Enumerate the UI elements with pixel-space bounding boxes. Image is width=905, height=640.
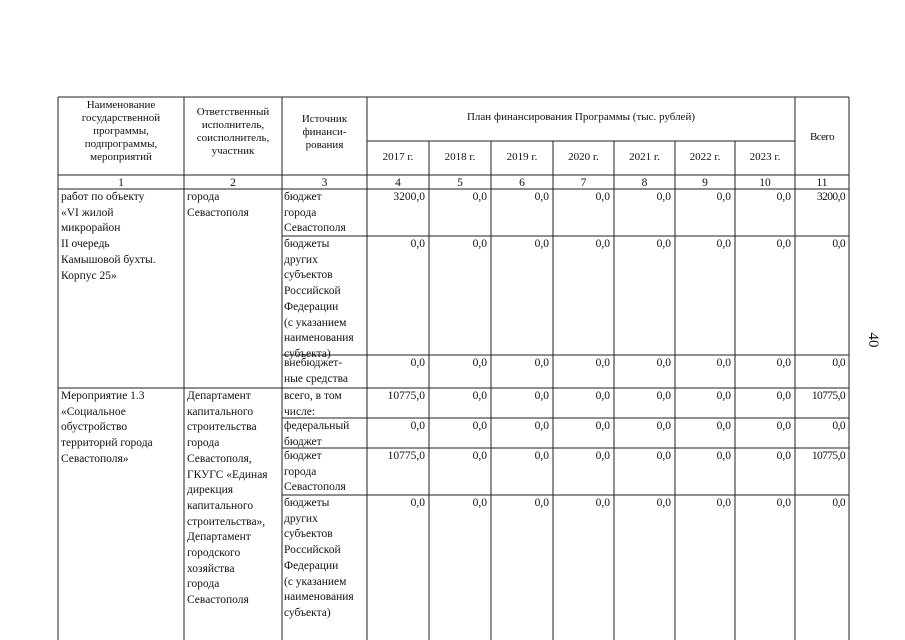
total-value: 0,0: [832, 357, 845, 369]
column-number: 11: [816, 177, 828, 189]
header-year: 2019 г.: [506, 151, 538, 163]
plan-value: 0,0: [595, 238, 610, 250]
plan-value: 0,0: [656, 450, 671, 462]
plan-value: 0,0: [656, 497, 671, 509]
header-year: 2023 г.: [749, 151, 781, 163]
plan-value: 0,0: [534, 450, 549, 462]
plan-value: 0,0: [776, 420, 791, 432]
plan-value: 0,0: [716, 420, 731, 432]
column-number: 4: [395, 177, 401, 189]
header-plan-title: План финансирования Программы (тыс. рублей): [466, 111, 695, 123]
funding-source: внебюджет- ные средства: [284, 357, 349, 385]
plan-value: 10775,0: [387, 450, 425, 462]
plan-value: 3200,0: [393, 191, 425, 203]
plan-value: 0,0: [595, 420, 610, 432]
program-name: работ по объекту «VI жилой микрорайон II очередь Камышовой бухты. Корпус 25»: [61, 191, 156, 282]
column-number: 9: [702, 177, 708, 189]
page-number: 40: [865, 332, 881, 348]
total-value: 0,0: [832, 238, 845, 250]
funding-source: бюджеты других субъектов Российской Федерации (с указанием наименования субъекта): [284, 238, 354, 360]
funding-source: всего, в том числе:: [284, 390, 342, 418]
plan-value: 0,0: [595, 390, 610, 402]
plan-value: 0,0: [534, 390, 549, 402]
header-source: Источник финанси- рования: [301, 113, 348, 151]
plan-value: 0,0: [534, 238, 549, 250]
column-number: 6: [519, 177, 525, 189]
plan-value: 0,0: [534, 357, 549, 369]
plan-value: 0,0: [776, 450, 791, 462]
plan-value: 0,0: [472, 357, 487, 369]
total-value: 3200,0: [816, 191, 845, 203]
plan-value: 10775,0: [387, 390, 425, 402]
plan-value: 0,0: [472, 450, 487, 462]
plan-value: 0,0: [472, 420, 487, 432]
header-year: 2021 г.: [629, 151, 660, 163]
responsible-executor: Департамент капитального строительства города Севастополя, ГКУГС «Единая дирекция капитального строительства», Департамент городского хозяйства города Севастополя: [187, 390, 268, 607]
plan-value: 0,0: [410, 420, 425, 432]
header-year: 2017 г.: [382, 151, 414, 163]
column-number: 7: [580, 177, 587, 189]
header-year: 2020 г.: [568, 151, 599, 163]
plan-value: 0,0: [776, 238, 791, 250]
plan-value: 0,0: [656, 420, 671, 432]
header-total: Всего: [810, 131, 834, 143]
responsible-executor: города Севастополя: [187, 191, 249, 219]
plan-value: 0,0: [776, 497, 791, 509]
plan-value: 0,0: [472, 191, 487, 203]
plan-value: 0,0: [716, 357, 731, 369]
program-name: Мероприятие 1.3 «Социальное обустройство территорий города Севастополя»: [61, 390, 153, 465]
header-year: 2022 г.: [689, 151, 721, 163]
plan-value: 0,0: [716, 450, 731, 462]
total-value: 10775,0: [811, 450, 845, 462]
plan-value: 0,0: [656, 390, 671, 402]
total-value: 0,0: [832, 497, 845, 509]
header-executor: Ответственный исполнитель, соисполнитель, участник: [196, 106, 270, 157]
plan-value: 0,0: [656, 238, 671, 250]
funding-source: федеральный бюджет: [284, 420, 350, 448]
plan-value: 0,0: [716, 497, 731, 509]
total-value: 0,0: [832, 420, 845, 432]
plan-value: 0,0: [410, 497, 425, 509]
funding-source: бюджеты других субъектов Российской Федерации (с указанием наименования субъекта): [284, 497, 354, 619]
plan-value: 0,0: [716, 390, 731, 402]
column-number: 10: [759, 177, 771, 189]
plan-value: 0,0: [776, 390, 791, 402]
plan-value: 0,0: [534, 191, 549, 203]
plan-value: 0,0: [472, 497, 487, 509]
plan-value: 0,0: [410, 357, 425, 369]
plan-value: 0,0: [534, 420, 549, 432]
plan-value: 0,0: [716, 238, 731, 250]
plan-value: 0,0: [776, 191, 791, 203]
column-number: 1: [118, 177, 124, 189]
header-name: Наименование государственной программы, подпрограммы, мероприятий: [81, 99, 161, 163]
plan-value: 0,0: [776, 357, 791, 369]
plan-value: 0,0: [656, 357, 671, 369]
funding-source: бюджет города Севастополя: [284, 450, 346, 494]
plan-value: 0,0: [595, 191, 610, 203]
plan-value: 0,0: [534, 497, 549, 509]
plan-value: 0,0: [472, 238, 487, 250]
column-number: 8: [641, 177, 648, 189]
plan-value: 0,0: [716, 191, 731, 203]
plan-value: 0,0: [656, 191, 671, 203]
total-value: 10775,0: [811, 390, 845, 402]
column-number: 5: [457, 177, 463, 189]
column-number: 3: [321, 177, 328, 189]
plan-value: 0,0: [595, 450, 610, 462]
plan-value: 0,0: [410, 238, 425, 250]
funding-source: бюджет города Севастополя: [284, 191, 346, 235]
plan-value: 0,0: [595, 497, 610, 509]
plan-value: 0,0: [595, 357, 610, 369]
plan-value: 0,0: [472, 390, 487, 402]
header-year: 2018 г.: [444, 151, 476, 163]
column-number: 2: [230, 177, 236, 189]
